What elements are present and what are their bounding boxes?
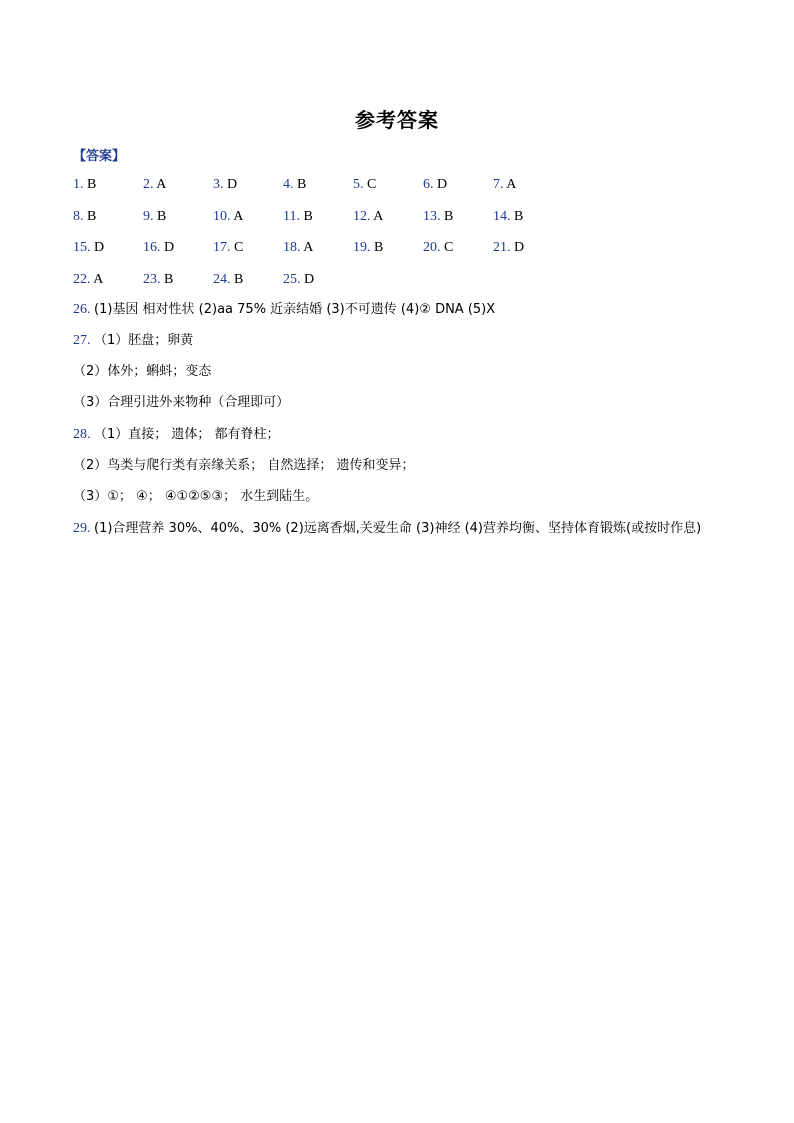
question-number: 17. xyxy=(213,240,231,255)
mc-row xyxy=(73,269,593,301)
answer-text: (1)合理营养 30%、40%、30% (2)远离香烟,关爱生命 (3)神经 (4)营养均衡、坚持体育锻炼(或按时作息) xyxy=(94,521,702,536)
mc-answer xyxy=(423,206,453,228)
question-number: 11. xyxy=(283,208,300,224)
question-number: 18. xyxy=(283,240,301,255)
answer-text: （2）鸟类与爬行类有亲缘关系； 自然选择； 遗传和变异； xyxy=(73,458,415,473)
mc-answer xyxy=(213,237,243,259)
mc-answer xyxy=(423,174,447,196)
answer-choice: B xyxy=(157,208,167,224)
answer-27-line-1 xyxy=(73,330,193,352)
answer-choice: B xyxy=(444,208,454,224)
mc-answer xyxy=(283,237,313,259)
mc-answer xyxy=(283,174,306,196)
question-number: 16. xyxy=(143,240,161,255)
mc-row xyxy=(73,206,593,238)
answer-28-line-2 xyxy=(73,455,415,477)
answer-choice: B xyxy=(87,208,97,224)
mc-answer xyxy=(353,174,376,196)
answer-choice: B xyxy=(514,208,524,224)
mc-answer xyxy=(73,206,96,228)
mc-answer xyxy=(213,174,237,196)
question-number: 27. xyxy=(73,333,91,348)
question-number: 7. xyxy=(493,177,504,192)
mc-answer xyxy=(353,206,383,228)
page-title: 参考答案 xyxy=(355,108,439,132)
question-number: 23. xyxy=(143,271,161,287)
question-number: 12. xyxy=(353,208,371,224)
mc-row xyxy=(73,237,593,269)
answer-choice: D xyxy=(227,177,238,192)
answer-choice: D xyxy=(94,240,105,255)
mc-answer xyxy=(283,269,314,291)
answer-choice: D xyxy=(304,271,315,287)
answer-choice: A xyxy=(303,240,314,255)
mc-answer xyxy=(143,174,166,196)
question-number: 1. xyxy=(73,177,84,192)
answer-choice: B xyxy=(164,271,174,287)
question-number: 14. xyxy=(493,208,511,224)
answer-text: （3）①； ④； ④①②⑤③； 水生到陆生。 xyxy=(73,489,319,504)
answer-27-line-3 xyxy=(73,392,289,414)
question-number: 20. xyxy=(423,240,441,255)
answer-choice: B xyxy=(234,271,244,287)
answer-choice: D xyxy=(164,240,175,255)
mc-answer xyxy=(143,269,173,291)
mc-answer xyxy=(143,237,174,259)
question-number: 28. xyxy=(73,427,91,442)
answer-28-line-3 xyxy=(73,486,318,508)
answer-text: （3）合理引进外来物种（合理即可） xyxy=(73,395,290,410)
question-number: 21. xyxy=(493,240,511,255)
answer-choice: B xyxy=(374,240,384,255)
answer-choice: A xyxy=(156,177,167,192)
question-number: 13. xyxy=(423,208,441,224)
mc-answer xyxy=(73,269,103,291)
question-number: 26. xyxy=(73,302,91,317)
answer-28-line-1 xyxy=(73,424,280,446)
question-number: 10. xyxy=(213,208,231,224)
mc-answer xyxy=(283,206,313,228)
mc-answer xyxy=(353,237,383,259)
question-number: 6. xyxy=(423,177,434,192)
question-number: 5. xyxy=(353,177,364,192)
mc-answer xyxy=(493,206,523,228)
question-number: 15. xyxy=(73,240,91,255)
question-number: 8. xyxy=(73,208,84,224)
answer-text: （1）胚盘；卵黄 xyxy=(94,333,194,348)
multiple-choice-grid xyxy=(73,174,593,300)
answer-text: （2）体外；蝌蚪；变态 xyxy=(73,364,212,379)
answer-26 xyxy=(73,299,495,321)
mc-answer xyxy=(493,237,524,259)
question-number: 2. xyxy=(143,177,154,192)
mc-answer xyxy=(143,206,166,228)
answer-choice: D xyxy=(514,240,525,255)
question-number: 29. xyxy=(73,521,91,536)
mc-answer xyxy=(73,237,104,259)
answer-text: (1)基因 相对性状 (2)aa 75% 近亲结婚 (3)不可遗传 (4)② DNA (5)X xyxy=(94,302,496,317)
answer-27-line-2 xyxy=(73,361,211,383)
answer-choice: B xyxy=(303,208,313,224)
question-number: 22. xyxy=(73,271,91,287)
mc-answer xyxy=(213,269,243,291)
mc-answer xyxy=(73,174,96,196)
mc-answer xyxy=(493,174,516,196)
answer-choice: A xyxy=(506,177,517,192)
answer-text: （1）直接； 遗体； 都有脊柱； xyxy=(94,427,280,442)
answer-label: 【答案】 xyxy=(73,149,126,164)
answer-choice: C xyxy=(367,177,377,192)
question-number: 9. xyxy=(143,208,154,224)
question-number: 4. xyxy=(283,177,294,192)
answer-29 xyxy=(73,518,701,540)
answer-choice: D xyxy=(437,177,448,192)
mc-answer xyxy=(423,237,453,259)
answer-choice: B xyxy=(297,177,307,192)
answer-choice: A xyxy=(233,208,244,224)
answer-choice: C xyxy=(444,240,454,255)
mc-row xyxy=(73,174,593,206)
answer-choice: A xyxy=(373,208,384,224)
answer-choice: C xyxy=(234,240,244,255)
question-number: 3. xyxy=(213,177,224,192)
mc-answer xyxy=(213,206,243,228)
answer-choice: A xyxy=(93,271,104,287)
answer-choice: B xyxy=(87,177,97,192)
question-number: 24. xyxy=(213,271,231,287)
question-number: 19. xyxy=(353,240,371,255)
question-number: 25. xyxy=(283,271,301,287)
